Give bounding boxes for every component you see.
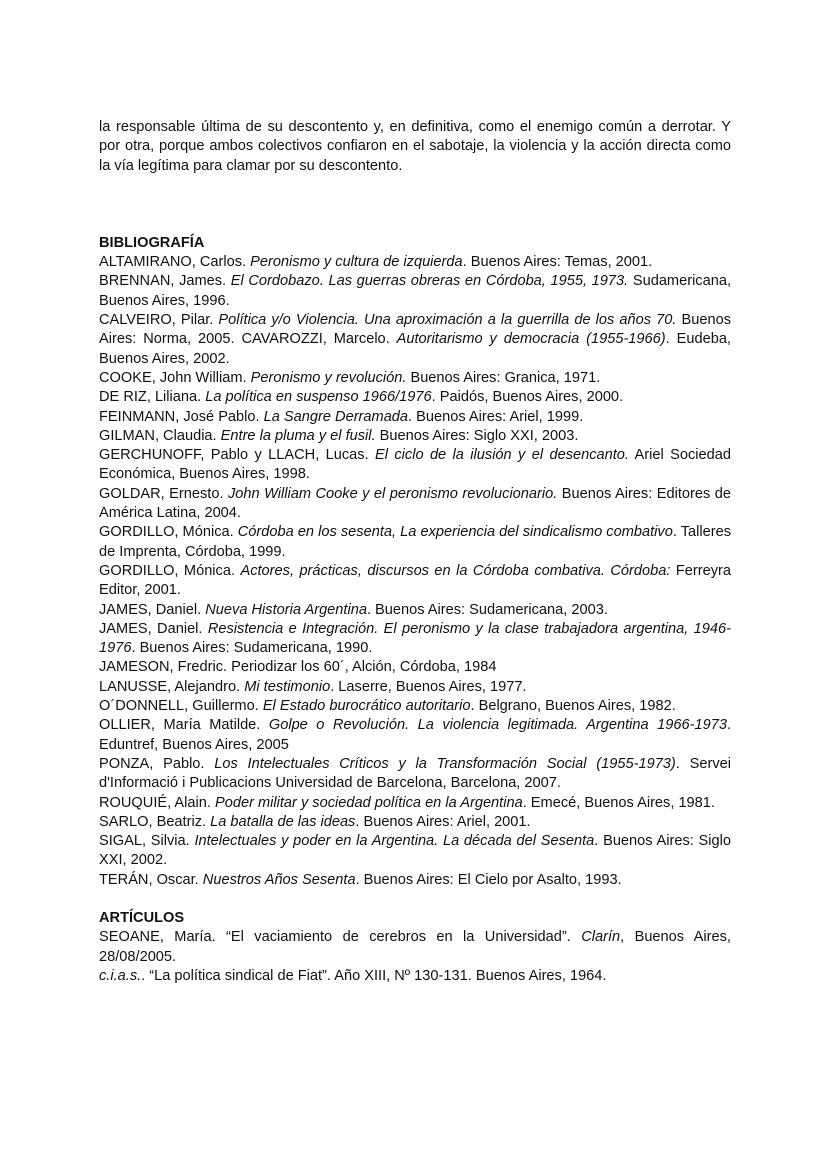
entry-rest: . Buenos Aires: Temas, 2001.	[462, 254, 653, 271]
entry-rest: . Laserre, Buenos Aires, 1977.	[330, 678, 527, 695]
entry-author: TERÁN, Oscar.	[99, 871, 203, 888]
entry-rest: Sudamericana, Buenos Aires, 1996.	[99, 273, 732, 309]
entry-author: COOKE, John William.	[99, 369, 251, 386]
bibliography-entry	[99, 272, 731, 311]
bibliography-entry	[99, 697, 731, 716]
entry-title: Nuestros Años Sesenta	[202, 871, 356, 888]
bibliography-entry	[99, 369, 731, 388]
entry-rest: Ariel Sociedad Económica, Buenos Aires, 1998.	[99, 447, 731, 483]
entry-title: Intelectuales y poder en la Argentina. La década del Sesenta	[194, 833, 595, 850]
entry-author: DE RIZ, Liliana.	[99, 389, 206, 406]
bibliography-entry	[99, 601, 731, 620]
entry-author: CALVEIRO, Pilar.	[99, 312, 219, 329]
entry-author: FEINMANN, José Pablo.	[99, 408, 264, 425]
entry-title: John William Cooke y el peronismo revolucionario.	[228, 485, 558, 502]
entry-author: JAMES, Daniel.	[99, 620, 208, 637]
entry-author: OLLIER, María Matilde.	[99, 717, 269, 734]
entry-author: GOLDAR, Ernesto.	[99, 485, 228, 502]
entry-author: GILMAN, Claudia.	[99, 427, 221, 444]
bibliography-entry	[99, 485, 731, 524]
entry-title: La política en suspenso 1966/1976	[205, 389, 432, 406]
articles-heading: ARTÍCULOS	[99, 909, 185, 926]
entry-author: SEOANE, María. “El vaciamiento de cerebros en la Universidad”.	[99, 929, 582, 946]
bibliography-entry	[99, 813, 731, 832]
bibliography-entry	[99, 253, 731, 272]
entry-author: O´DONNELL, Guillermo.	[99, 698, 263, 715]
entry-rest: . Buenos Aires: Siglo XXI, 2002.	[99, 833, 731, 869]
bibliography-heading: BIBLIOGRAFÍA	[99, 234, 205, 251]
entry-title: Nueva Historia Argentina	[205, 601, 367, 618]
entry-author: ALTAMIRANO, Carlos.	[99, 254, 251, 271]
entry-rest: . Belgrano, Buenos Aires, 1982.	[470, 698, 676, 715]
entry-title: Mi testimonio	[244, 678, 331, 695]
entry-title: Poder militar y sociedad política en la Argentina	[214, 794, 523, 811]
entry-rest: . Buenos Aires: Ariel, 1999.	[408, 408, 584, 425]
entry-author: GORDILLO, Mónica.	[99, 524, 238, 541]
bibliography-entry	[99, 832, 731, 871]
bibliography-entry	[99, 678, 731, 697]
bibliography-entry	[99, 871, 731, 890]
entry-rest: Ferreyra Editor, 2001.	[99, 562, 731, 599]
entry-rest: . Servei d'Informació i Publicacions Universidad de Barcelona, Barcelona, 2007.	[99, 755, 731, 792]
entry-rest: , Buenos Aires, 28/08/2005.	[99, 929, 731, 965]
entry-title: Resistencia e Integración. El peronismo y la clase trabajadora argentina, 1946-1976	[99, 620, 731, 657]
bibliography-list	[99, 253, 731, 890]
entry-rest: Buenos Aires: Editores de América Latina, 2004.	[99, 485, 731, 522]
articles-entry	[99, 967, 731, 986]
entry-rest: Buenos Aires: Siglo XXI, 2003.	[375, 427, 579, 444]
entry-title: El ciclo de la ilusión y el desencanto.	[375, 447, 629, 464]
entry-author: JAMESON, Fredric. Periodizar los 60´, Alción, Córdoba, 1984	[99, 659, 497, 676]
articles-list	[99, 928, 731, 986]
entry-title: La batalla de las ideas	[210, 813, 356, 830]
entry-rest2: . Eudeba, Buenos Aires, 2002.	[99, 331, 731, 367]
bibliography-entry	[99, 658, 731, 677]
bibliography-entry	[99, 427, 731, 446]
entry-title: Clarín	[581, 929, 621, 946]
entry-title: El Estado burocrático autoritario	[262, 698, 471, 715]
bibliography-entry	[99, 794, 731, 813]
entry-rest: Buenos Aires: Granica, 1971.	[406, 369, 601, 386]
bibliography-entry	[99, 311, 731, 369]
entry-author: ROUQUIÉ, Alain.	[99, 794, 215, 811]
entry-rest: . Buenos Aires: El Cielo por Asalto, 1993.	[355, 871, 622, 888]
entry-author: LANUSSE, Alejandro.	[99, 678, 245, 695]
entry-title: Peronismo y revolución.	[250, 369, 407, 386]
entry-rest: . Buenos Aires: Ariel, 2001.	[355, 813, 531, 830]
articles-entry	[99, 928, 731, 967]
entry-rest: . Talleres de Imprenta, Córdoba, 1999.	[99, 524, 731, 560]
entry-author: GERCHUNOFF, Pablo y LLACH, Lucas.	[99, 447, 376, 464]
entry-title: Actores, prácticas, discursos en la Córdoba combativa. Córdoba:	[240, 562, 671, 579]
entry-rest: . Buenos Aires: Sudamericana, 2003.	[366, 601, 608, 618]
bibliography-entry	[99, 408, 731, 427]
entry-title: Golpe o Revolución. La violencia legitimada. Argentina 1966-1973	[268, 717, 727, 734]
bibliography-entry	[99, 446, 731, 485]
entry-rest: Buenos Aires: Norma, 2005. CAVAROZZI, Marcelo.	[99, 312, 732, 348]
intro-paragraph: la responsable última de su descontento y, en definitiva, como el enemigo común a derrotar. Y por otra, porque ambos colectivos confiaron en el sabotaje, la violencia y la acción directa como la vía legítima para clamar por su descontento.	[99, 119, 731, 174]
entry-rest: . “La política sindical de Fiat”. Año XIII, Nº 130-131. Buenos Aires, 1964.	[141, 967, 607, 984]
entry-rest: . Paidós, Buenos Aires, 2000.	[431, 389, 624, 406]
entry-rest: . Eduntref, Buenos Aires, 2005	[99, 717, 731, 753]
entry-title: El Cordobazo. Las guerras obreras en Córdoba, 1955, 1973.	[230, 273, 629, 290]
entry-title2: Autoritarismo y democracia (1955-1966)	[396, 331, 666, 348]
entry-title: Peronismo y cultura de izquierda	[250, 254, 463, 271]
bibliography-entry	[99, 388, 731, 407]
bibliography-entry	[99, 716, 731, 755]
entry-author: JAMES, Daniel.	[99, 601, 206, 618]
bibliography-entry	[99, 562, 731, 601]
entry-author: SIGAL, Silvia.	[99, 833, 195, 850]
entry-title: La Sangre Derramada	[263, 408, 409, 425]
bibliography-entry	[99, 620, 731, 659]
entry-title: Córdoba en los sesenta, La experiencia del sindicalismo combativo	[237, 524, 673, 541]
entry-rest: . Buenos Aires: Sudamericana, 1990.	[131, 640, 373, 657]
entry-title: c.i.a.s.	[99, 967, 142, 984]
bibliography-entry	[99, 755, 731, 794]
document-page	[99, 118, 731, 986]
bibliography-entry	[99, 523, 731, 562]
entry-rest: . Emecé, Buenos Aires, 1981.	[522, 794, 715, 811]
entry-author: SARLO, Beatriz.	[99, 813, 211, 830]
entry-author: PONZA, Pablo.	[99, 755, 215, 772]
entry-author: BRENNAN, James.	[99, 273, 231, 290]
entry-title: Entre la pluma y el fusil.	[220, 427, 376, 444]
entry-title: Los Intelectuales Críticos y la Transformación Social (1955-1973)	[214, 755, 676, 772]
entry-author: GORDILLO, Mónica.	[99, 562, 241, 579]
entry-title: Política y/o Violencia. Una aproximación a la guerrilla de los años 70.	[218, 312, 677, 329]
